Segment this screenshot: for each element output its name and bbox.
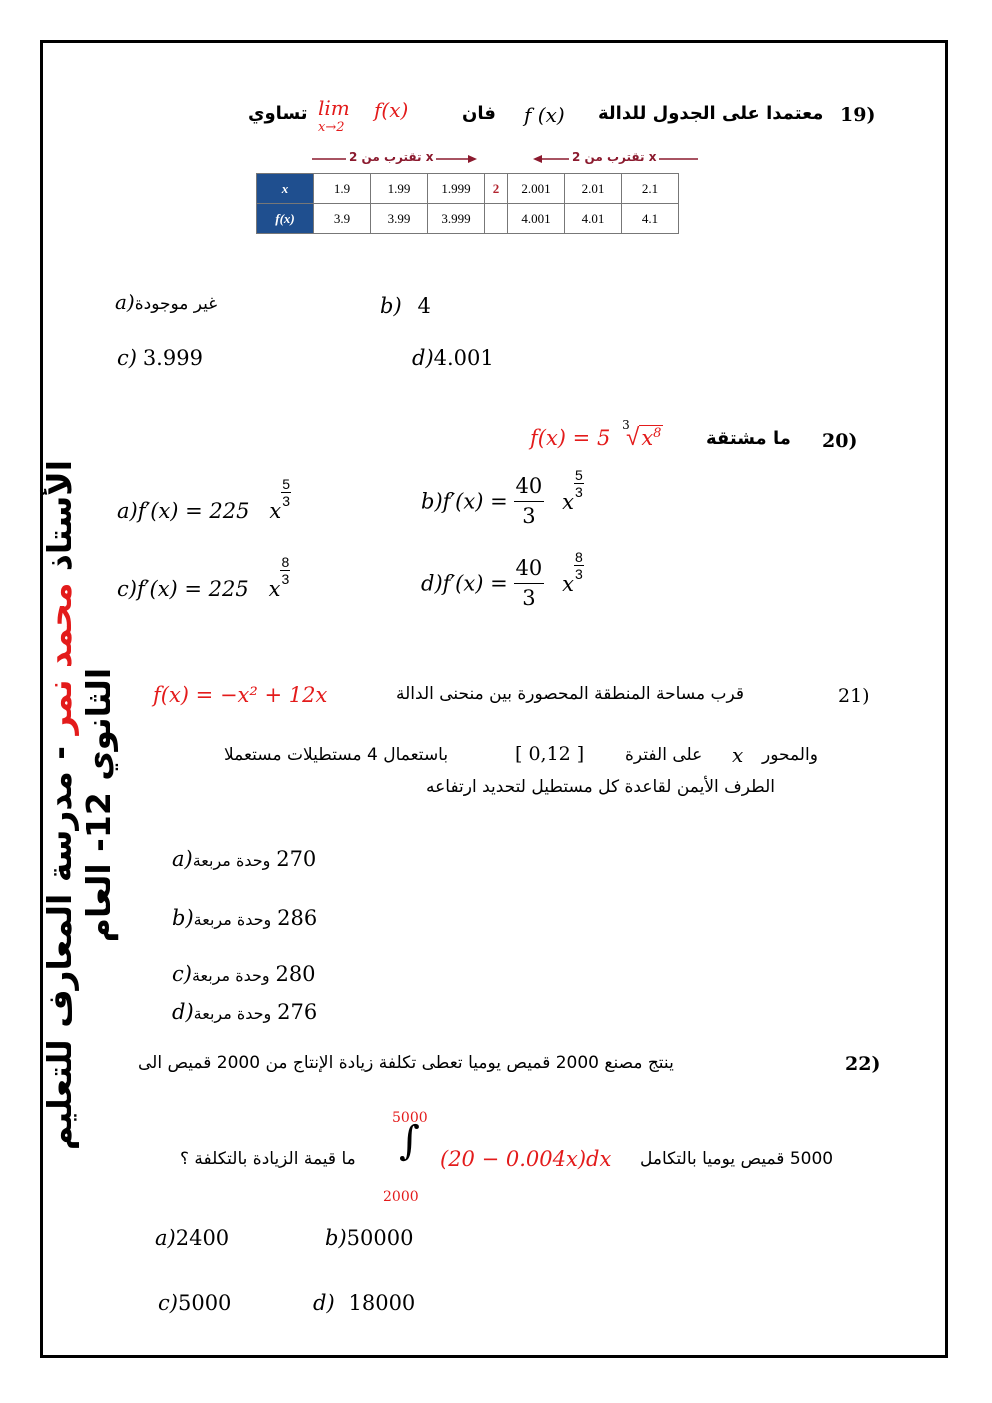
exp-num: 5 [282,476,290,492]
q21-interval: [ 0,12 ] [515,743,585,765]
option-c-label: c) [117,346,137,370]
q21-text2-a: والمحور [762,745,818,765]
q20-func-lhs: f(x) = 5 [530,426,611,450]
q21-text2-b: على الفترة [625,745,703,765]
option-unit: وحدة مربعة [191,966,270,985]
q19-text-a: معتمدا على الجدول للدالة [598,103,824,124]
q21-option-a[interactable] [172,847,316,872]
exp-den: 3 [574,484,583,500]
option-a-value: 270 [276,847,317,871]
q20-d-exp [574,550,584,581]
option-b-value: 286 [277,906,318,930]
credit-name: محمد نمر [40,582,79,735]
table-head-x: x [257,174,314,204]
q22-text1: ينتج مصنع 2000 قميص يوميا تعطى تكلفة زيادة الإنتاج من 2000 قميص الى [138,1053,674,1073]
exp-den: 3 [574,566,583,582]
q21-text3: الطرف الأيمن لقاعدة كل مستطيل لتحديد ارتفاعه [426,777,776,797]
q20-a-base: x [269,499,282,523]
radicand [639,425,663,450]
arrow-approach-right [533,150,698,168]
option-d-value: 276 [277,1000,318,1024]
q20-d-base: x [562,571,574,596]
option-a-label: a) [115,290,135,314]
radical-sign: √ [626,424,640,451]
table-head-fx: f(x) [257,204,314,234]
arrow-right-label: x تقترب من 2 [569,150,659,164]
q22-text2-b: ما قيمة الزيادة بالتكلفة ؟ [180,1149,356,1169]
table-cell: 3.99 [371,204,428,234]
option-d-label: d) [313,1291,335,1315]
option-a-label: a) [155,1226,176,1250]
option-c-value: 280 [275,962,316,986]
option-unit: وحدة مربعة [192,851,271,870]
q21-function: f(x) = −x² + 12x [153,683,328,707]
option-d-label: d) [172,1000,194,1024]
integral-upper: 5000 [392,1110,428,1126]
q20-option-a[interactable] [117,476,291,535]
table-cell: 1.999 [428,174,485,204]
exp-den: 3 [281,571,290,587]
q22-number: 22) [845,1053,881,1075]
integral-icon: ∫ [399,1118,420,1164]
table-cell: 1.9 [314,174,371,204]
q19-lim-sub: x→2 [318,120,345,135]
table-cell: 3.9 [314,204,371,234]
q20-b-exp [574,468,584,499]
root-index: 3 [622,418,630,432]
table-cell: 1.99 [371,174,428,204]
exp-den: 3 [282,493,290,509]
q20-d-lhs: d)f′(x) = [421,571,508,596]
q20-option-d[interactable] [421,549,584,610]
q19-lim: lim [318,96,350,120]
option-b-value: 50000 [346,1226,414,1250]
q21-text2-x: x [732,743,744,767]
table-cell: 4.001 [508,204,565,234]
table-cell: 2.001 [508,174,565,204]
q21-text1: قرب مساحة المنطقة المحصورة بين منحنى الدالة [396,684,745,704]
option-b-text: 4 [417,294,431,318]
q20-function [530,418,663,452]
q20-c-lhs: c)f′(x) = 225 [117,577,249,601]
q19-option-b[interactable] [380,294,431,319]
exp-num: 8 [574,549,583,565]
option-c-value: 5000 [177,1291,232,1315]
q19-text-c: تساوي [248,103,308,124]
table-cell: 2.1 [622,174,679,204]
q22-option-d[interactable] [313,1291,415,1316]
q20-a-exp [281,477,291,508]
arrow-approach-left [312,150,477,168]
option-unit: وحدة مربعة [193,910,272,929]
radicand-exp: 8 [653,426,662,441]
option-b-label: b) [380,294,402,318]
credit-title: الأستاذ [40,459,79,572]
q20-option-b[interactable] [421,467,584,528]
table-cell: 4.01 [565,204,622,234]
q20-a-lhs: a)f′(x) = 225 [117,499,250,523]
option-a-text: غير موجودة [134,294,218,314]
q20-number: 20) [822,430,858,452]
table-cell-center [485,204,508,234]
q20-c-exp [280,555,290,586]
q21-option-d[interactable] [172,1000,317,1025]
q19-option-d[interactable] [412,346,494,371]
option-b-label: b) [325,1226,347,1250]
table-row-x [257,174,679,204]
q22-text2-a: 5000 قميص يوميا بالتكامل [640,1149,834,1169]
q19-number: 19) [840,104,876,126]
frac-den: 3 [522,586,536,610]
option-d-text: 4.001 [433,346,494,370]
q20-b-lhs: b)f′(x) = [421,489,508,514]
option-d-label: d) [412,346,434,370]
table-row-fx [257,204,679,234]
q22-option-a[interactable] [155,1226,229,1251]
table-cell: 3.999 [428,204,485,234]
q19-text-b: فان [462,103,496,124]
table-cell: 4.1 [622,204,679,234]
q20-b-frac [514,476,545,527]
q20-text: ما مشتقة [706,428,791,449]
q20-b-base: x [562,489,574,514]
q21-option-b[interactable] [172,906,317,931]
teacher-credit [40,435,118,1175]
q19-fx: f (x) [524,103,565,127]
q21-option-c[interactable] [172,962,316,987]
integral-lower: 2000 [383,1189,419,1205]
option-unit: وحدة مربعة [193,1004,272,1023]
q19-lim-fx: f(x) [374,98,409,122]
limit-table [256,173,679,234]
credit-school: - مدرسة المعارف للتعليم الثانوي 12- العام [40,667,118,1151]
frac-den: 3 [522,504,536,528]
q22-option-b[interactable] [325,1226,413,1251]
exp-num: 8 [281,554,290,570]
table-cell-center: 2 [485,174,508,204]
option-c-label: c) [158,1291,178,1315]
frac-num: 40 [514,558,545,584]
option-a-value: 2400 [175,1226,230,1250]
table-cell: 2.01 [565,174,622,204]
radicand-base: x [641,426,654,450]
option-b-label: b) [172,906,194,930]
exp-num: 5 [574,467,583,483]
cube-root [622,418,663,452]
q22-option-c[interactable] [158,1291,231,1316]
q19-option-a[interactable] [115,290,217,315]
frac-num: 40 [514,476,545,502]
q20-c-base: x [268,577,281,601]
option-d-value: 18000 [348,1291,416,1315]
q20-d-frac [514,558,545,609]
q19-option-c[interactable] [117,346,203,371]
q21-text2-c: باستعمال 4 مستطيلات مستعملا [224,745,449,765]
option-a-label: a) [172,847,193,871]
q21-number: 21) [838,685,870,707]
q20-option-c[interactable] [117,554,290,613]
arrow-left-label: x تقترب من 2 [346,150,436,164]
option-c-label: c) [172,962,192,986]
q22-integrand: (20 − 0.004x)dx [440,1147,612,1171]
option-c-text: 3.999 [142,346,203,370]
